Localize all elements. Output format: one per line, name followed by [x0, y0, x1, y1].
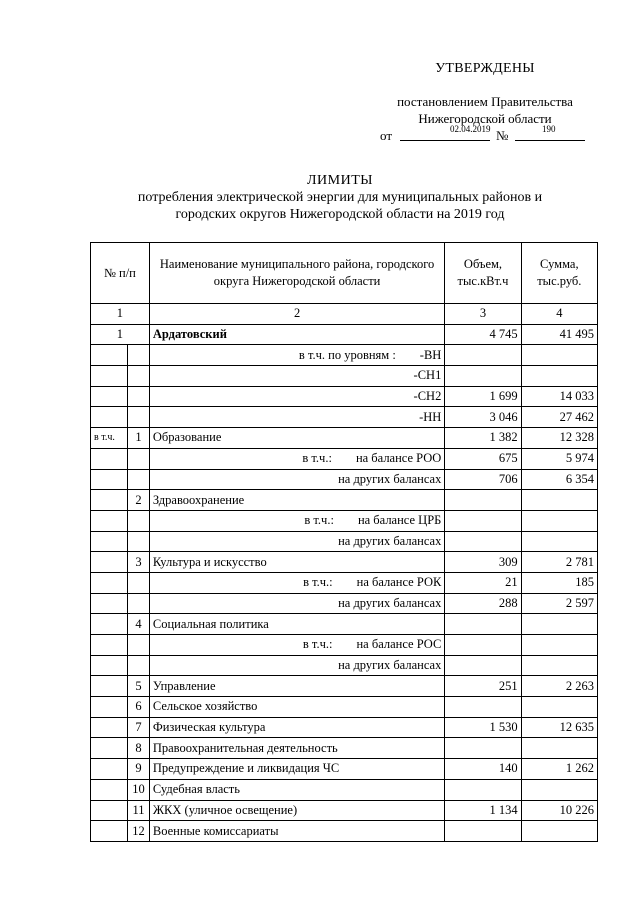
row-volume: 21	[445, 572, 521, 593]
row-number	[128, 531, 150, 552]
row-sum	[521, 531, 597, 552]
row-sum	[521, 779, 597, 800]
sub-label-wrap	[153, 635, 441, 654]
row-volume	[445, 821, 521, 842]
level-volume	[445, 345, 521, 366]
level-row	[91, 366, 598, 387]
row-volume	[445, 779, 521, 800]
district-volume: 4 745	[445, 324, 521, 345]
col-number-3: 3	[445, 304, 521, 325]
col-number-4: 4	[521, 304, 597, 325]
sub-row	[91, 572, 598, 593]
level-label: -СН2	[413, 389, 442, 404]
approval-line-1: постановлением Правительства	[397, 94, 573, 109]
row-number	[128, 469, 150, 490]
sub-row	[91, 448, 598, 469]
sub-row	[91, 531, 598, 552]
level-sum: 14 033	[521, 386, 597, 407]
row-name: Судебная власть	[152, 782, 240, 797]
empty-cell	[91, 779, 128, 800]
row-name-cell	[149, 552, 444, 573]
level-label-cell	[149, 345, 444, 366]
row-sum	[521, 821, 597, 842]
row-volume: 675	[445, 448, 521, 469]
row-number: 9	[128, 759, 150, 780]
level-sum: 27 462	[521, 407, 597, 428]
row-sum: 5 974	[521, 448, 597, 469]
row-name-cell	[149, 655, 444, 676]
level-row	[91, 386, 598, 407]
header-volume: Объем, тыс.кВт.ч	[445, 243, 521, 304]
row-volume	[445, 655, 521, 676]
category-row	[91, 676, 598, 697]
sub-row	[91, 469, 598, 490]
district-row	[91, 324, 598, 345]
row-sum	[521, 614, 597, 635]
row-sum	[521, 635, 597, 656]
row-name-cell	[149, 759, 444, 780]
empty-cell	[128, 345, 150, 366]
row-number: 11	[128, 800, 150, 821]
empty-cell	[128, 386, 150, 407]
sub-label-wrap	[153, 449, 441, 468]
row-name: Управление	[152, 678, 216, 693]
sub-row	[91, 593, 598, 614]
row-volume	[445, 490, 521, 511]
empty-cell	[91, 738, 128, 759]
row-volume: 1 382	[445, 428, 521, 449]
row-name: Правоохранительная деятельность	[152, 740, 338, 755]
row-volume: 288	[445, 593, 521, 614]
row-volume: 309	[445, 552, 521, 573]
row-name: Сельское хозяйство	[152, 699, 258, 714]
row-name-cell	[149, 469, 444, 490]
row-number: 5	[128, 676, 150, 697]
row-volume: 706	[445, 469, 521, 490]
other-balances-label: на других балансах	[338, 658, 442, 673]
empty-cell	[91, 407, 128, 428]
row-name: Культура и искусство	[152, 554, 267, 569]
level-row	[91, 407, 598, 428]
header-name: Наименование муниципального района, городского округа Нижегородской области	[149, 243, 444, 304]
sub-row	[91, 635, 598, 656]
row-sum: 185	[521, 572, 597, 593]
row-name: ЖКХ (уличное освещение)	[152, 802, 298, 817]
sub-label: на балансе РОС	[356, 637, 442, 652]
row-name: Здравоохранение	[152, 492, 245, 507]
level-row	[91, 345, 598, 366]
level-volume: 1 699	[445, 386, 521, 407]
row-name-cell	[149, 448, 444, 469]
row-number	[128, 655, 150, 676]
header-index: № п/п	[91, 243, 150, 304]
row-number: 1	[128, 428, 150, 449]
category-row	[91, 779, 598, 800]
date-underline	[400, 140, 490, 141]
sub-prefix: в т.ч.:	[302, 451, 332, 466]
levels-prefix: в т.ч. по уровням :	[298, 347, 396, 362]
row-name-cell	[149, 697, 444, 718]
empty-cell	[91, 490, 128, 511]
row-name-cell	[149, 821, 444, 842]
district-name: Ардатовский	[149, 324, 444, 345]
level-label-cell	[149, 407, 444, 428]
sub-label: на балансе РОО	[355, 451, 442, 466]
row-sum	[521, 697, 597, 718]
sub-prefix: в т.ч.:	[302, 637, 333, 652]
row-volume	[445, 510, 521, 531]
row-name-cell	[149, 738, 444, 759]
title-line-2: потребления электрической энергии для муниципальных районов и	[137, 190, 543, 205]
number-underline	[515, 140, 585, 141]
row-name-cell	[149, 531, 444, 552]
row-sum	[521, 510, 597, 531]
row-volume	[445, 614, 521, 635]
empty-cell	[91, 635, 128, 656]
sub-label-wrap	[153, 511, 441, 530]
table-header-row	[91, 243, 598, 304]
row-volume	[445, 738, 521, 759]
row-number: 4	[128, 614, 150, 635]
row-number: 2	[128, 490, 150, 511]
row-name: Физическая культура	[152, 720, 266, 735]
level-sum	[521, 366, 597, 387]
empty-cell	[91, 593, 128, 614]
limits-table	[90, 242, 598, 842]
row-sum: 2 263	[521, 676, 597, 697]
row-sum	[521, 738, 597, 759]
empty-cell	[91, 676, 128, 697]
row-volume: 1 134	[445, 800, 521, 821]
category-row	[91, 759, 598, 780]
approval-block	[380, 60, 590, 145]
empty-cell	[91, 469, 128, 490]
row-number: 8	[128, 738, 150, 759]
empty-cell	[91, 366, 128, 387]
row-volume	[445, 635, 521, 656]
level-label: -ВН	[419, 347, 442, 362]
sub-row	[91, 510, 598, 531]
row-name-cell	[149, 490, 444, 511]
row-number	[128, 572, 150, 593]
header-sum: Сумма, тыс.руб.	[521, 243, 597, 304]
level-sum	[521, 345, 597, 366]
level-label-wrap	[153, 346, 441, 365]
category-row	[91, 717, 598, 738]
row-volume: 251	[445, 676, 521, 697]
row-sum: 12 635	[521, 717, 597, 738]
title-line-1: ЛИМИТЫ	[307, 173, 373, 188]
row-volume	[445, 531, 521, 552]
empty-cell	[91, 345, 128, 366]
level-label: -НН	[419, 409, 442, 424]
row-sum: 10 226	[521, 800, 597, 821]
row-name-cell	[149, 510, 444, 531]
district-index: 1	[91, 324, 150, 345]
level-label-cell	[149, 386, 444, 407]
empty-cell	[91, 614, 128, 635]
col-number-1: 1	[91, 304, 150, 325]
row-name: Социальная политика	[152, 616, 269, 631]
row-sum	[521, 655, 597, 676]
category-row	[91, 821, 598, 842]
row-sum: 1 262	[521, 759, 597, 780]
sub-label: на балансе РОК	[356, 575, 442, 590]
row-number: 6	[128, 697, 150, 718]
empty-cell	[91, 697, 128, 718]
row-name: Военные комиссариаты	[152, 823, 279, 838]
empty-cell	[91, 759, 128, 780]
row-sum: 6 354	[521, 469, 597, 490]
approval-line-2: Нижегородской области	[418, 111, 552, 126]
other-balances-label: на других балансах	[338, 471, 442, 486]
row-sum	[521, 490, 597, 511]
row-sum: 2 781	[521, 552, 597, 573]
empty-cell	[91, 717, 128, 738]
category-row	[91, 490, 598, 511]
empty-cell	[91, 552, 128, 573]
row-volume	[445, 697, 521, 718]
row-volume: 140	[445, 759, 521, 780]
row-name: Предупреждение и ликвидация ЧС	[152, 761, 340, 776]
row-number	[128, 448, 150, 469]
row-number	[128, 635, 150, 656]
col-number-2: 2	[149, 304, 444, 325]
other-balances-label: на других балансах	[338, 533, 442, 548]
row-name-cell	[149, 572, 444, 593]
sub-label-wrap	[153, 573, 441, 592]
row-name-cell	[149, 428, 444, 449]
empty-cell	[91, 531, 128, 552]
empty-cell	[128, 407, 150, 428]
row-name-cell	[149, 717, 444, 738]
row-name-cell	[149, 800, 444, 821]
vtch-label: в т.ч.	[91, 428, 128, 449]
empty-cell	[128, 366, 150, 387]
row-sum: 12 328	[521, 428, 597, 449]
row-volume: 1 530	[445, 717, 521, 738]
empty-cell	[91, 386, 128, 407]
sub-prefix: в т.ч.:	[304, 513, 334, 528]
row-name: Образование	[152, 430, 222, 445]
category-row	[91, 738, 598, 759]
row-number: 7	[128, 717, 150, 738]
sub-label: на балансе ЦРБ	[357, 513, 442, 528]
category-row	[91, 552, 598, 573]
district-sum: 41 495	[521, 324, 597, 345]
empty-cell	[91, 821, 128, 842]
number-label: №	[496, 128, 509, 143]
approval-date: 02.04.2019	[450, 124, 491, 134]
level-volume	[445, 366, 521, 387]
row-number	[128, 510, 150, 531]
row-number	[128, 593, 150, 614]
title-line-3: городских округов Нижегородской области на 2019 год	[175, 207, 505, 222]
row-number: 12	[128, 821, 150, 842]
row-name-cell	[149, 635, 444, 656]
empty-cell	[91, 655, 128, 676]
category-row	[91, 614, 598, 635]
level-label: -СН1	[413, 368, 442, 383]
category-row	[91, 697, 598, 718]
approval-number-line	[380, 124, 590, 145]
approval-heading: УТВЕРЖДЕНЫ	[435, 61, 535, 76]
row-number: 3	[128, 552, 150, 573]
row-name-cell	[149, 614, 444, 635]
level-label-cell	[149, 366, 444, 387]
empty-cell	[91, 510, 128, 531]
row-name-cell	[149, 676, 444, 697]
category-row	[91, 428, 598, 449]
empty-cell	[91, 800, 128, 821]
row-number: 10	[128, 779, 150, 800]
approval-number: 190	[542, 124, 556, 134]
row-sum: 2 597	[521, 593, 597, 614]
sub-prefix: в т.ч.:	[303, 575, 333, 590]
sub-row	[91, 655, 598, 676]
column-number-row	[91, 304, 598, 325]
category-row	[91, 800, 598, 821]
other-balances-label: на других балансах	[338, 595, 442, 610]
empty-cell	[91, 572, 128, 593]
from-label: от	[380, 128, 393, 143]
row-name-cell	[149, 779, 444, 800]
empty-cell	[91, 448, 128, 469]
document-title	[0, 172, 640, 223]
level-volume: 3 046	[445, 407, 521, 428]
row-name-cell	[149, 593, 444, 614]
